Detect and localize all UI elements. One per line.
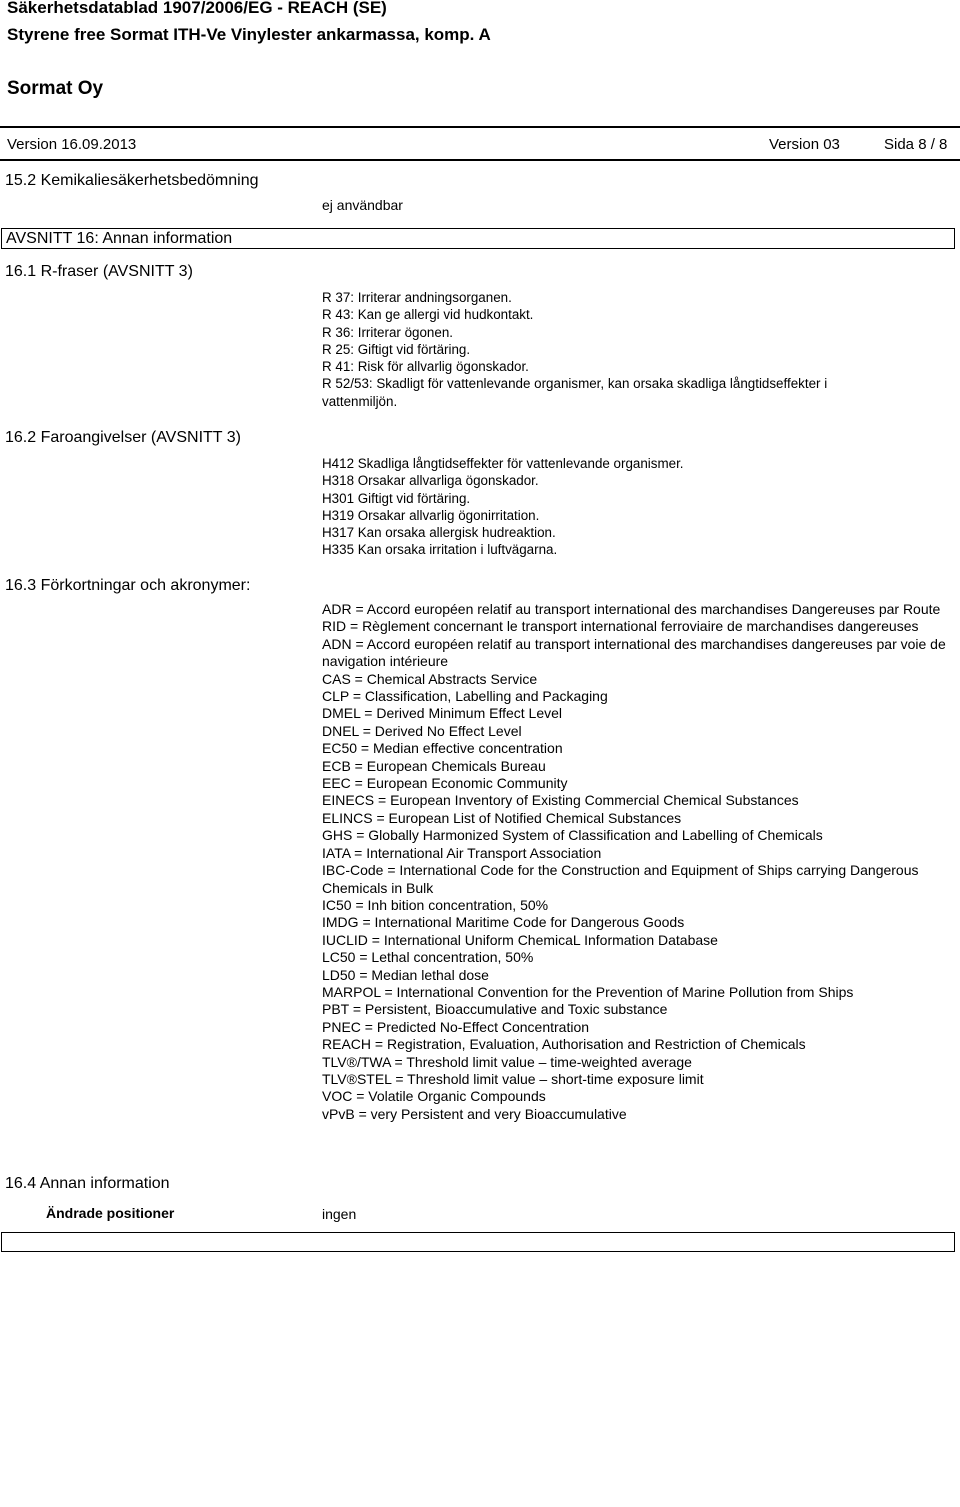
abbreviation-item: LC50 = Lethal concentration, 50% bbox=[322, 949, 534, 966]
abbreviation-item: TLV®/TWA = Threshold limit value – time-weighted average bbox=[322, 1053, 692, 1070]
abbreviation-item: CAS = Chemical Abstracts Service bbox=[322, 670, 538, 687]
abbreviation-item: ADR = Accord européen relatif au transport international des marchandises Dangereuses par Route bbox=[322, 601, 941, 617]
abbreviation-item: ECB = European Chemicals Bureau bbox=[322, 757, 546, 774]
r-phrase: R 25: Giftigt vid förtäring. bbox=[322, 341, 471, 357]
abbreviation-item: TLV®STEL = Threshold limit value – short-time exposure limit bbox=[322, 1070, 704, 1087]
version-date: Version 16.09.2013 bbox=[7, 136, 137, 153]
meta-divider bbox=[0, 159, 960, 161]
r-phrase: R 36: Irriterar ögonen. bbox=[322, 324, 453, 340]
abbreviation-item: IMDG = International Maritime Code for Dangerous Goods bbox=[322, 914, 685, 931]
abbreviation-item: DMEL = Derived Minimum Effect Level bbox=[322, 705, 563, 722]
changed-positions-label: Ändrade positioner bbox=[46, 1205, 175, 1221]
abbreviation-item: GHS = Globally Harmonized System of Classification and Labelling of Chemicals bbox=[322, 827, 823, 844]
abbreviation-item: EEC = European Economic Community bbox=[322, 775, 568, 792]
version-number: Version 03 bbox=[769, 136, 840, 153]
section-15-2-value: ej användbar bbox=[322, 197, 403, 213]
abbreviation-item: EINECS = European Inventory of Existing Commercial Chemical Substances bbox=[322, 792, 799, 809]
closing-box bbox=[1, 1232, 955, 1252]
changed-positions-value: ingen bbox=[322, 1206, 357, 1222]
r-phrase: R 41: Risk för allvarlig ögonskador. bbox=[322, 359, 529, 375]
r-phrase: R 52/53: Skadligt för vattenlevande organismer, kan orsaka skadliga långtidseffekter i bbox=[322, 376, 828, 392]
abbreviation-item: DNEL = Derived No Effect Level bbox=[322, 722, 522, 739]
section-16-2-heading: 16.2 Faroangivelser (AVSNITT 3) bbox=[5, 429, 241, 446]
hazard-statement: H301 Giftigt vid förtäring. bbox=[322, 490, 471, 506]
section-16-4-heading: 16.4 Annan information bbox=[5, 1175, 170, 1192]
page-number: Sida 8 / 8 bbox=[884, 136, 948, 153]
abbreviation-item: ADN = Accord européen relatif au transport international des marchandises dangereuses par voie de navigation intérieure bbox=[322, 635, 946, 670]
abbreviation-item: LD50 = Median lethal dose bbox=[322, 966, 489, 983]
abbreviation-item: EC50 = Median effective concentration bbox=[322, 740, 563, 757]
hazard-statement: H412 Skadliga långtidseffekter för vattenlevande organismer. bbox=[322, 456, 684, 471]
r-phrase: vattenmiljön. bbox=[322, 393, 398, 409]
section-16-title: AVSNITT 16: Annan information bbox=[6, 230, 233, 247]
section-15-2-heading: 15.2 Kemikaliesäkerhetsbedömning bbox=[5, 172, 259, 189]
document-title: Säkerhetsdatablad 1907/2006/EG - REACH (SE) bbox=[7, 0, 387, 17]
hazard-statement: H319 Orsakar allvarlig ögonirritation. bbox=[322, 507, 540, 523]
r-phrase: R 43: Kan ge allergi vid hudkontakt. bbox=[322, 307, 534, 323]
abbreviations-list bbox=[322, 601, 952, 1123]
abbreviation-item: VOC = Volatile Organic Compounds bbox=[322, 1088, 546, 1105]
r-phrases-list bbox=[322, 289, 827, 410]
header-divider bbox=[0, 126, 960, 128]
hazard-statement: H335 Kan orsaka irritation i luftvägarna. bbox=[322, 542, 558, 558]
abbreviation-item: IC50 = Inh bition concentration, 50% bbox=[322, 896, 549, 913]
abbreviation-item: PBT = Persistent, Bioaccumulative and Toxic substance bbox=[322, 1001, 668, 1018]
abbreviation-item: REACH = Registration, Evaluation, Authorisation and Restriction of Chemicals bbox=[322, 1036, 806, 1053]
hazard-statement: H317 Kan orsaka allergisk hudreaktion. bbox=[322, 525, 556, 541]
abbreviation-item: CLP = Classification, Labelling and Packaging bbox=[322, 688, 608, 705]
abbreviation-item: RID = Règlement concernant le transport international ferroviaire de marchandises dangereuses bbox=[322, 618, 919, 635]
abbreviation-item: IATA = International Air Transport Association bbox=[322, 844, 602, 861]
section-16-1-heading: 16.1 R-fraser (AVSNITT 3) bbox=[5, 263, 193, 280]
abbreviation-item: IUCLID = International Uniform ChemicaL Information Database bbox=[322, 931, 718, 948]
abbreviation-item: MARPOL = International Convention for the Prevention of Marine Pollution from Ships bbox=[322, 983, 854, 1000]
section-16-box bbox=[1, 228, 955, 249]
company-name: Sormat Oy bbox=[7, 78, 104, 99]
hazard-statement: H318 Orsakar allvarliga ögonskador. bbox=[322, 473, 539, 489]
section-16-3-heading: 16.3 Förkortningar och akronymer: bbox=[5, 577, 251, 594]
abbreviation-item: IBC-Code = International Code for the Construction and Equipment of Ships carrying Dangerous Chemicals in Bulk bbox=[322, 862, 919, 896]
product-name: Styrene free Sormat ITH-Ve Vinylester ankarmassa, komp. A bbox=[7, 25, 491, 44]
r-phrase: R 37: Irriterar andningsorganen. bbox=[322, 290, 512, 305]
abbreviation-item: PNEC = Predicted No-Effect Concentration bbox=[322, 1018, 590, 1035]
abbreviation-item: ELINCS = European List of Notified Chemical Substances bbox=[322, 809, 682, 826]
hazard-statements-list bbox=[322, 455, 684, 559]
abbreviation-item: vPvB = very Persistent and very Bioaccumulative bbox=[322, 1105, 627, 1122]
